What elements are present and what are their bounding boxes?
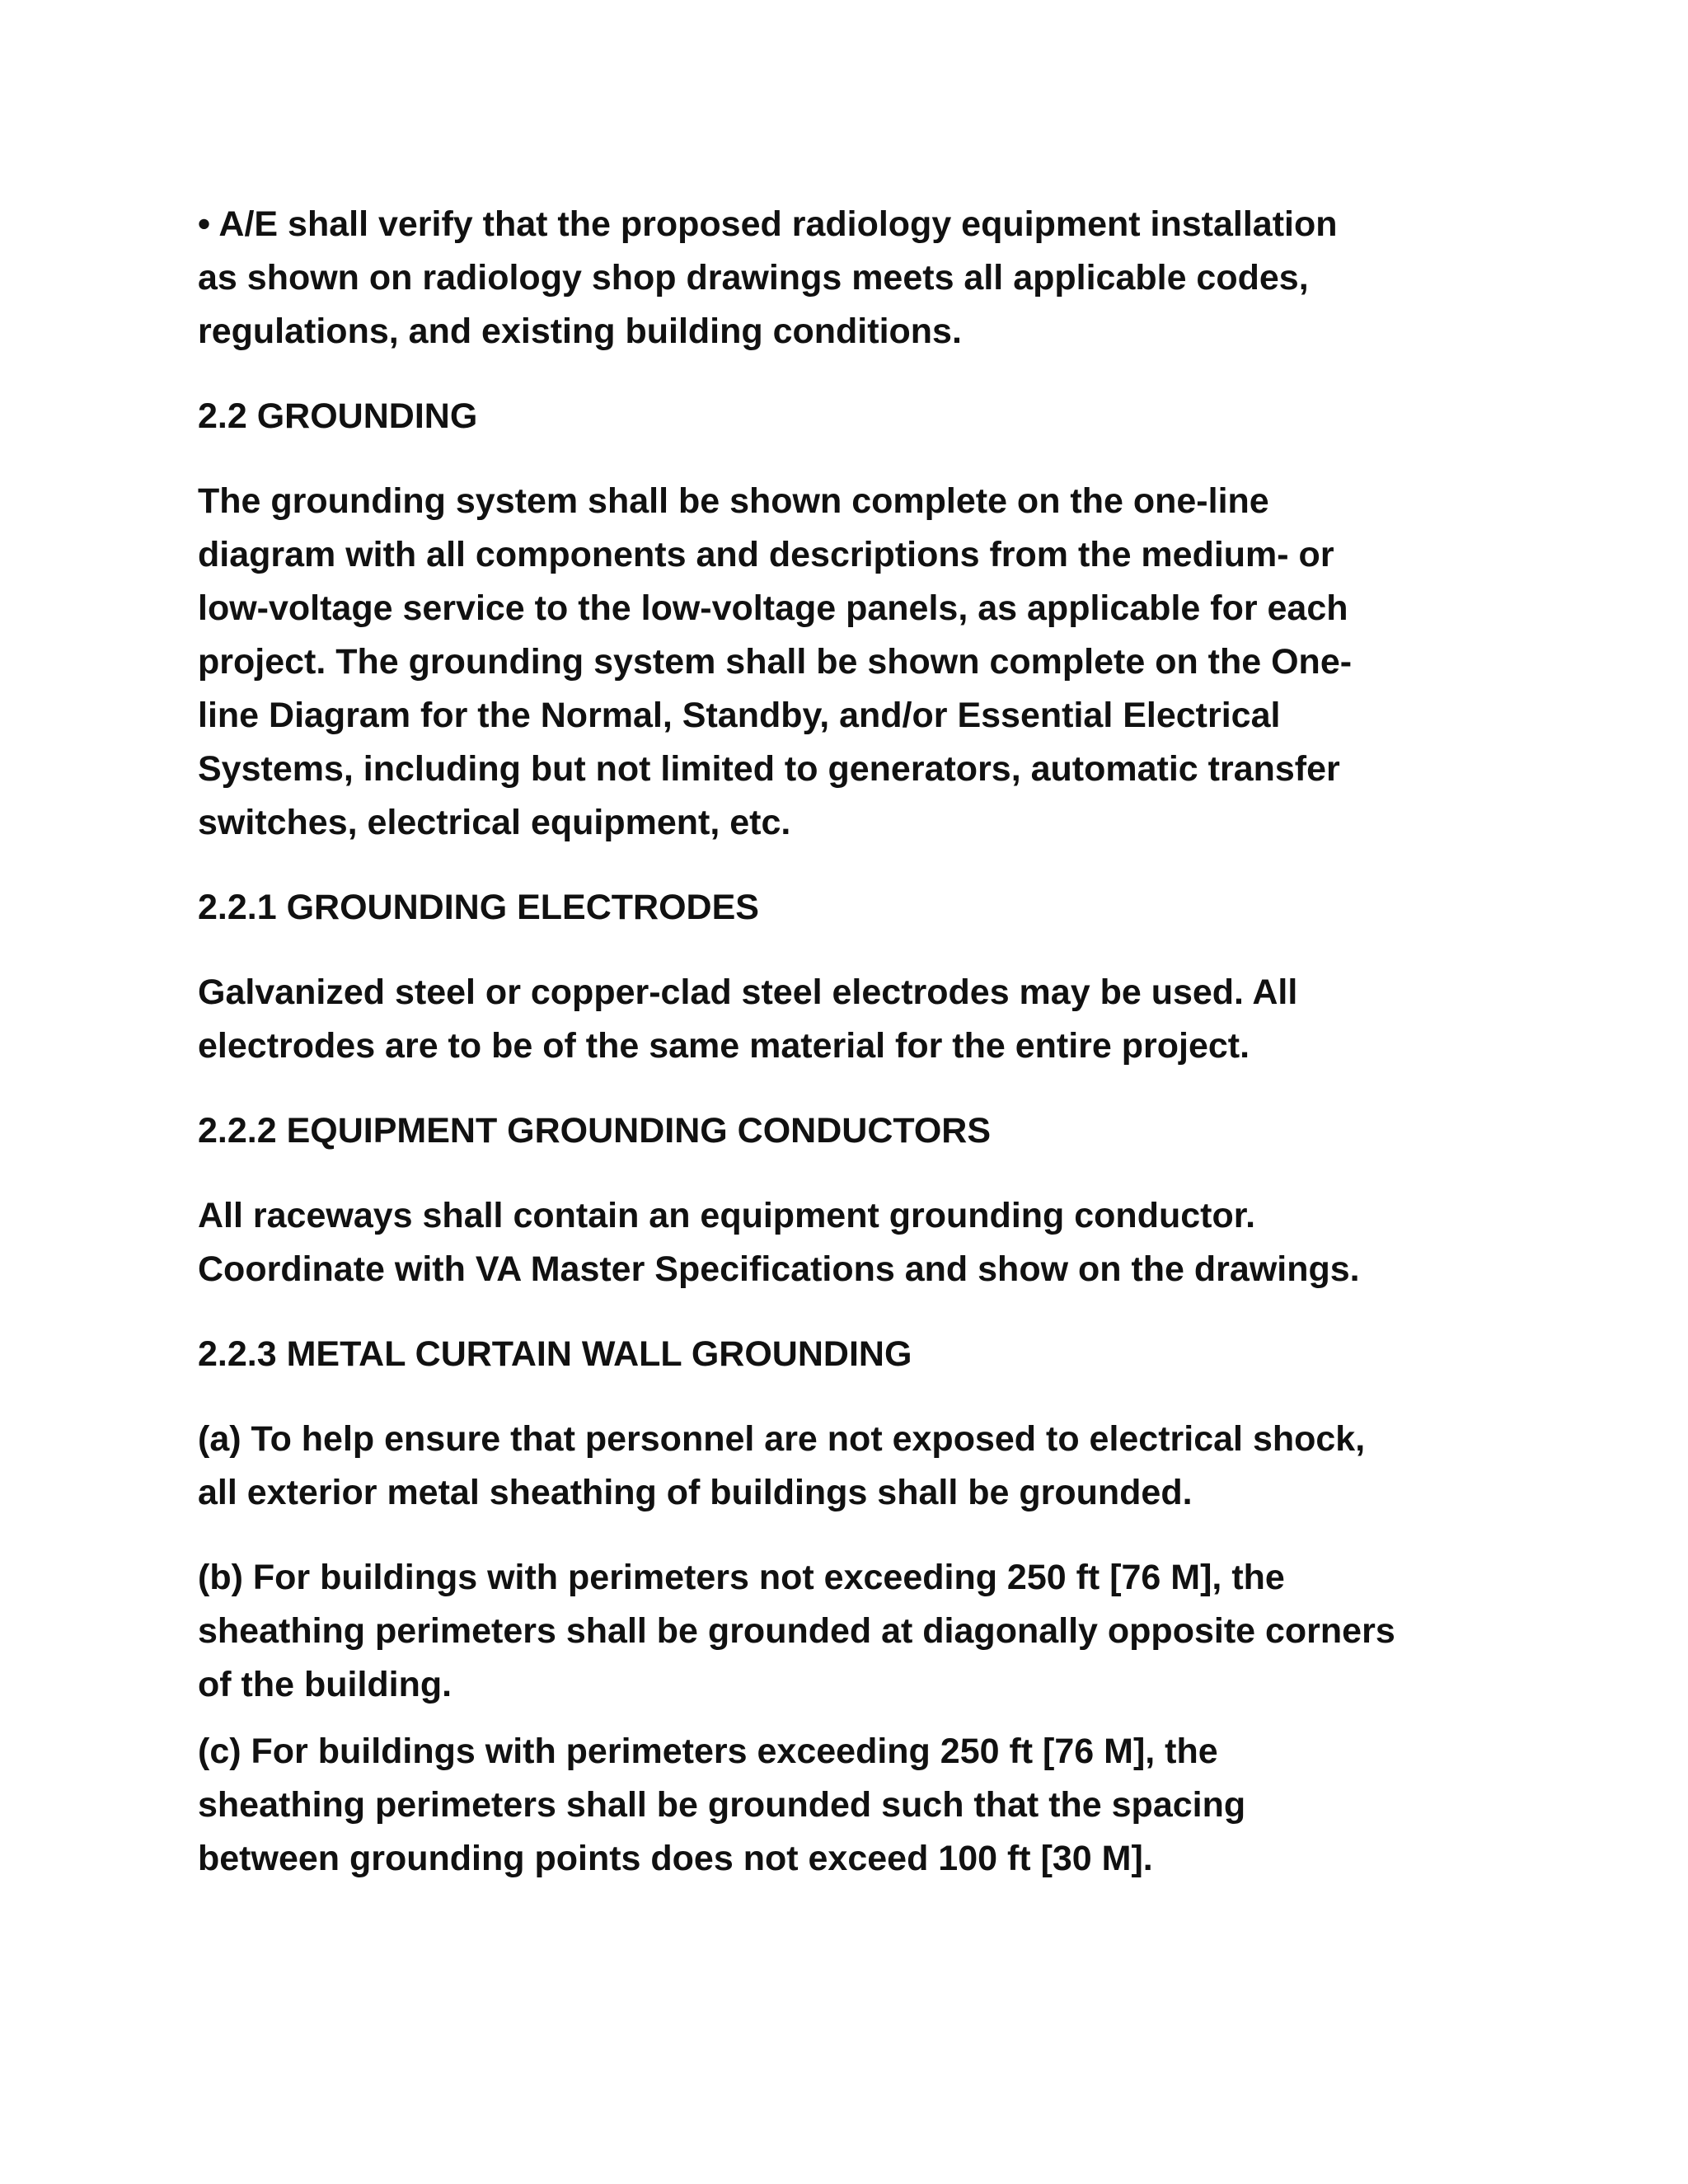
section-heading-2-2-1: 2.2.1 GROUNDING ELECTRODES [198,888,759,927]
bullet-paragraph: • A/E shall verify that the proposed radiology equipment installation as shown on radiology shop drawings meets all applicable codes, regulations, and existing building conditions. [198,204,1338,351]
section-heading-2-2-3: 2.2.3 METAL CURTAIN WALL GROUNDING [198,1334,912,1374]
list-item-c: (c) For buildings with perimeters exceeding 250 ft [76 M], the sheathing perimeters shall be grounded such that the spacing between grounding points does not exceed 100 ft [30 M]. [198,1732,1246,1878]
section-body-2-2-1: Galvanized steel or copper-clad steel electrodes may be used. All electrodes are to be of the same material for the entire project. [198,972,1298,1066]
document-page [198,198,1533,1886]
section-body-2-2-2: All raceways shall contain an equipment grounding conductor. Coordinate with VA Master Specifications and show on the drawings. [198,1196,1360,1289]
section-heading-2-2: 2.2 GROUNDING [198,396,478,436]
list-item-a: (a) To help ensure that personnel are not exposed to electrical shock, all exterior metal sheathing of buildings shall be grounded. [198,1419,1366,1512]
section-heading-2-2-2: 2.2.2 EQUIPMENT GROUNDING CONDUCTORS [198,1111,992,1151]
list-item-b: (b) For buildings with perimeters not exceeding 250 ft [76 M], the sheathing perimeters shall be grounded at diagonally opposite corners of the building. [198,1558,1395,1704]
section-body-2-2: The grounding system shall be shown complete on the one-line diagram with all components and descriptions from the medium- or low-voltage service to the low-voltage panels, as applicable for each project. The grounding system shall be shown complete on the One- line Diagram for the Normal, Standby, and/or Essential Electrical Systems, including but not limited to generators, automatic transfer switches, electrical equipment, etc. [198,481,1353,842]
